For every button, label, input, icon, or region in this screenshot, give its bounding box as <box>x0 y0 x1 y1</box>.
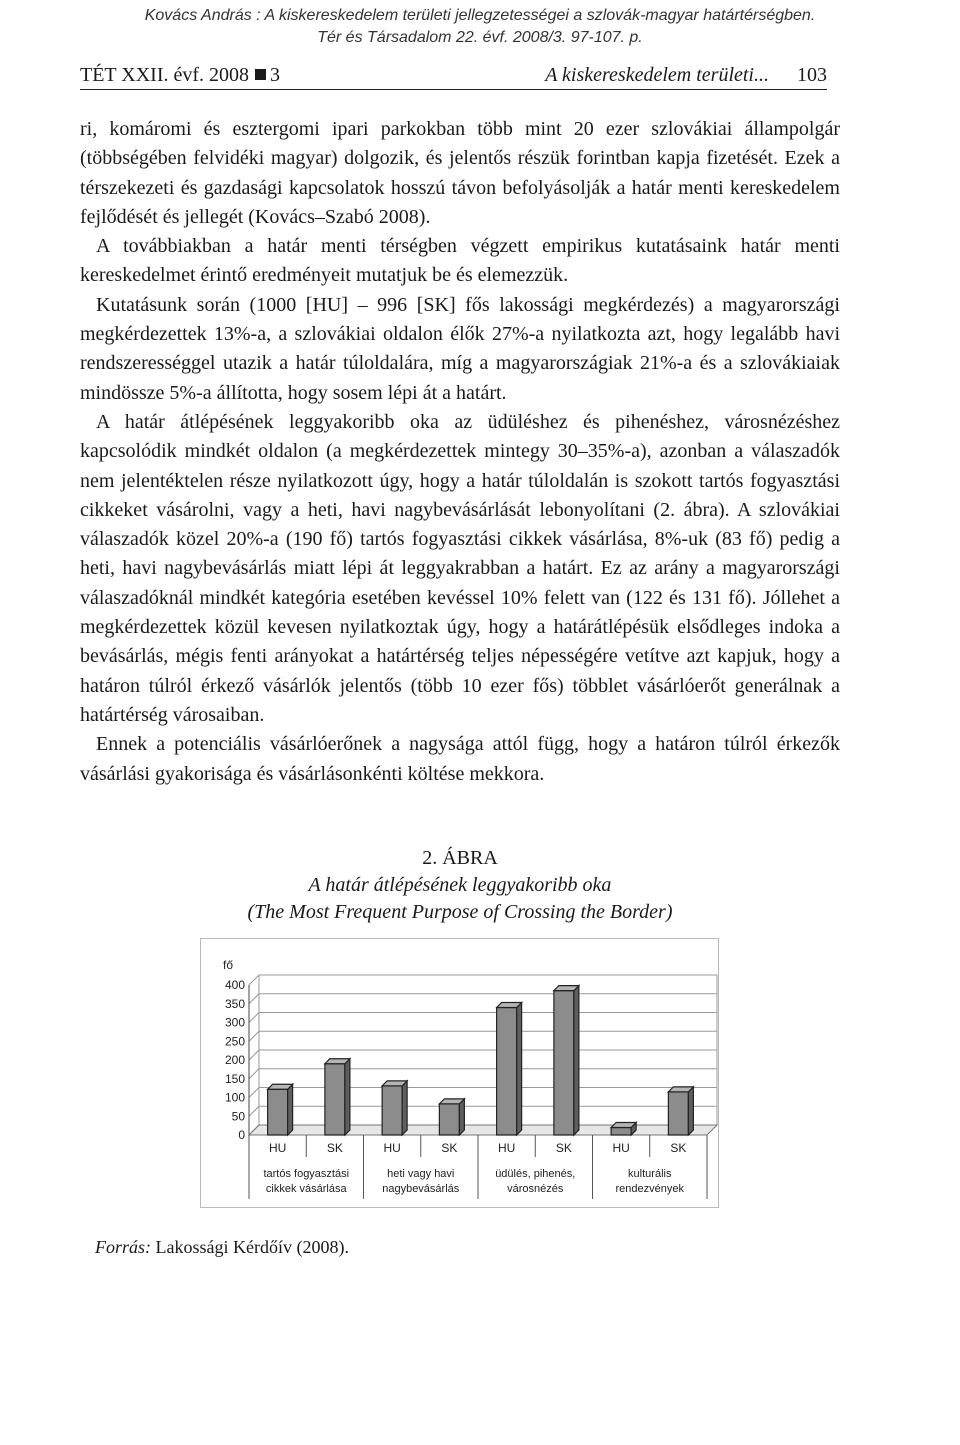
grid-diagonal <box>249 1013 259 1023</box>
bar-chart <box>200 938 719 1208</box>
bar-side <box>345 1059 350 1135</box>
square-bullet-icon <box>255 69 266 80</box>
bar-front <box>668 1092 688 1135</box>
running-head <box>80 61 827 90</box>
grid-diagonal <box>249 1050 259 1060</box>
group-label-line2: városnézés <box>507 1183 564 1195</box>
group-label-line2: nagybevásárlás <box>382 1183 460 1195</box>
bar-side <box>688 1087 693 1135</box>
bar-front <box>439 1104 459 1135</box>
bar-front <box>611 1128 631 1136</box>
y-tick-label: 400 <box>224 978 245 992</box>
body-text <box>80 115 840 789</box>
figure-title-hu: A határ átlépésének leggyakoribb oka <box>308 874 612 896</box>
bar-front <box>382 1086 402 1135</box>
y-tick-label: 0 <box>238 1128 245 1142</box>
group-label-line2: rendezvények <box>615 1183 684 1195</box>
grid-diagonal <box>249 1069 259 1079</box>
journal-name: TÉT XXII. évf. 2008 <box>80 64 250 86</box>
grid-diagonal <box>249 994 259 1004</box>
grid-diagonal <box>249 1031 259 1041</box>
bar-front <box>268 1089 288 1135</box>
paragraph-4: A határ átlépésének leggyakoribb oka az üdüléshez és pihenéshez, városnézéshez kapcsolódik mindkét oldalon (a megkérdezettek mintegy 30–35%-a), azonban a válaszadók nem jelentéktelen része nyilatkozott úgy, hogy a határ túloldalán is szokott tartós fogyasztási cikkeket vásárolni, vagy a heti, havi nagybevásárlását lebonyolítani (2. ábra). A szlovákiai válaszadók közel 20%-a (190 fő) tartós fogyasztási cikkek vásárlása, 8%-uk (83 fő) pedig a heti, havi nagybevásárlás miatt lépi át leggyakrabban a határt. Ez az arány a magyarországi válaszadóknál mindkét kategória esetében kevéssel 10% felett van (122 és 131 fő). Jóllehet a megkérdezettek közül kevesen nyilatkoztak úgy, hogy a határátlépésük elsődleges indoka a bevásárlás, mégis fenti arányokat a határtérség teljes népességére vetítve azt kapjuk, hogy a határon túlról érkező vásárlók jelentős (több 10 ezer fős) többlet vásárlóerőt generálnak a határtérség városaiban. <box>80 410 840 726</box>
bar-side <box>517 1003 522 1136</box>
bar-side <box>459 1099 464 1135</box>
x-category-label: SK <box>441 1141 458 1155</box>
bar-front <box>325 1064 345 1135</box>
paragraph-2: A továbbiakban a határ menti térségben végzett empirikus kutatásaink határ menti kereskedelmet érintő eredményeit mutatjuk be és elemezzük. <box>80 235 840 287</box>
grid-diagonal <box>249 975 259 985</box>
chart-floor <box>249 1125 717 1135</box>
section-title: A kiskereskedelem területi... <box>545 64 769 86</box>
group-label-line1: üdülés, pihenés, <box>495 1168 576 1180</box>
bar-side <box>288 1084 293 1135</box>
y-tick-label: 250 <box>224 1034 245 1049</box>
grid-diagonal <box>249 1088 259 1098</box>
y-tick-label: 200 <box>224 1053 245 1067</box>
paragraph-3: Kutatásunk során (1000 [HU] – 996 [SK] fős lakossági megkérdezés) a magyarországi megkérdezettek 13%-a, a szlovákiai oldalon élők 27%-a nyilatkozta azt, hogy legalább havi rendszerességgel utazik a határ túloldalára, míg a magyarországiak 21%-a és a szlovákiaiak mindössze 5%-a állította, hogy sosem lépi át a határt. <box>80 293 840 404</box>
bar-front <box>554 991 574 1135</box>
grid-diagonal <box>249 1106 259 1116</box>
x-category-label: HU <box>268 1141 287 1155</box>
chart-svg <box>201 939 718 1207</box>
y-tick-label: 100 <box>224 1090 245 1105</box>
x-category-label: HU <box>383 1141 401 1155</box>
figure-number: 2. ÁBRA <box>422 847 498 869</box>
x-category-label: HU <box>612 1141 630 1155</box>
bar-top <box>268 1084 293 1089</box>
bar-side <box>574 986 579 1135</box>
page-number: 103 <box>797 64 827 86</box>
source-text: Lakossági Kérdőív (2008). <box>155 1237 349 1257</box>
paragraph-5: Ennek a potenciális vásárlóerőnek a nagysága attól függ, hogy a határon túlról érkezők vásárlási gyakorisága és vásárlásonkénti költése mekkora. <box>80 733 840 785</box>
bar-top <box>668 1087 693 1092</box>
y-tick-label: 50 <box>231 1109 245 1124</box>
x-category-label: SK <box>670 1141 687 1155</box>
group-label-line1: kulturális <box>628 1168 672 1180</box>
group-label-line1: heti vagy havi <box>387 1168 455 1180</box>
figure-caption <box>80 845 840 926</box>
x-category-label: SK <box>555 1141 572 1155</box>
issue-number: 3 <box>270 64 281 86</box>
y-tick-label: 150 <box>224 1071 245 1086</box>
bar-top <box>439 1099 464 1104</box>
citation-header <box>0 5 960 49</box>
paragraph-1: ri, komáromi és esztergomi ipari parkokban több mint 20 ezer szlovákiai állampolgár (többségében felvidéki magyar) dolgozik, és jelentős részük forintban kapja fizetését. Ezek a térszekezeti és gazdasági kapcsolatok hosszú távon befolyásolják a határ menti kereskedelem fejlődését és jellegét (Kovács–Szabó 2008). <box>80 118 840 228</box>
bar-side <box>402 1081 407 1135</box>
citation-line-2: Tér és Társadalom 22. évf. 2008/3. 97-107. p. <box>317 29 643 46</box>
y-tick-label: 350 <box>224 996 245 1011</box>
bar-top <box>554 986 579 991</box>
running-head-right <box>545 61 827 89</box>
bar-top <box>382 1081 407 1086</box>
figure-title-en: (The Most Frequent Purpose of Crossing the Border) <box>247 901 673 923</box>
running-head-left <box>80 61 280 89</box>
group-label-line2: cikkek vásárlása <box>265 1183 347 1195</box>
bar-top <box>497 1003 522 1008</box>
y-axis-label: fő <box>223 958 234 972</box>
source-note <box>95 1235 349 1259</box>
bar-top <box>325 1059 350 1064</box>
bar-front <box>497 1008 517 1136</box>
citation-line-1: Kovács András : A kiskereskedelem területi jellegzetességei a szlovák-magyar határtérségben. <box>144 7 816 24</box>
y-tick-label: 300 <box>224 1015 245 1030</box>
bar-top <box>611 1123 636 1128</box>
x-category-label: SK <box>326 1141 343 1155</box>
source-label: Forrás: <box>95 1237 152 1257</box>
x-category-label: HU <box>497 1141 516 1155</box>
group-label-line1: tartós fogyasztási <box>263 1168 350 1180</box>
